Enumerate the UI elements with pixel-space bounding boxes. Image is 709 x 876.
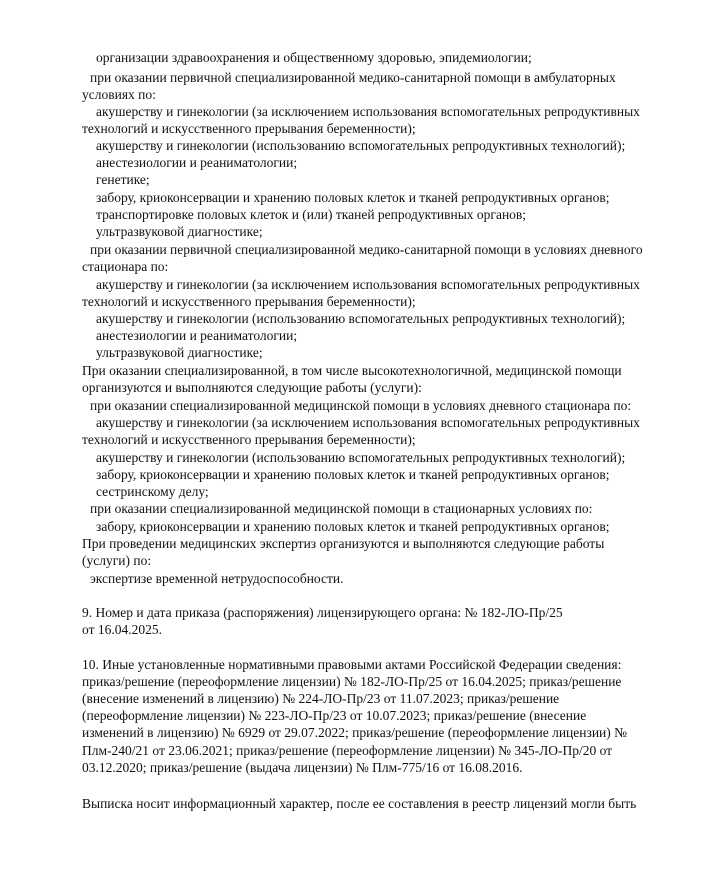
activity-line: акушерству и гинекологии (использованию вспомогательных репродуктивных технологий);: [96, 311, 626, 326]
activity-heading: при оказании первичной специализированной медико-санитарной помощи в амбулаторных: [90, 70, 616, 85]
activity-line: генетике;: [96, 172, 150, 187]
activity-heading: При оказании специализированной, в том числе высокотехнологичной, медицинской помощи: [82, 363, 622, 378]
activity-line: акушерству и гинекологии (за исключением использования вспомогательных репродуктивных: [96, 277, 640, 292]
activity-heading: при оказании специализированной медицинской помощи в условиях дневного стационара по:: [90, 398, 632, 413]
activity-heading: условиях по:: [82, 87, 156, 102]
section-9-text: 9. Номер и дата приказа (распоряжения) лицензирующего органа: № 182-ЛО-Пр/25: [82, 605, 563, 620]
section-10-text: 03.12.2020; приказ/решение (выдача лицензии) № Плм-775/16 от 16.08.2016.: [82, 760, 523, 775]
section-10-text: изменений в лицензию) № 6929 от 29.07.2022; приказ/решение (переоформление лицензии) №: [82, 725, 628, 740]
disclaimer-text: Выписка носит информационный характер, после ее составления в реестр лицензий могли быть: [82, 796, 637, 811]
activity-line: акушерству и гинекологии (использованию вспомогательных репродуктивных технологий);: [96, 450, 626, 465]
activity-heading: При проведении медицинских экспертиз организуются и выполняются следующие работы: [82, 536, 605, 551]
activity-line: организации здравоохранения и общественному здоровью, эпидемиологии;: [96, 50, 532, 65]
activity-line: анестезиологии и реаниматологии;: [96, 155, 298, 170]
section-10-text: Плм-240/21 от 23.06.2021; приказ/решение (переоформление лицензии) № 345-ЛО-Пр/20 от: [82, 743, 613, 758]
activity-line: ультразвуковой диагностике;: [96, 224, 263, 239]
section-10-text: 10. Иные установленные нормативными правовыми актами Российской Федерации сведения:: [82, 657, 622, 672]
section-10-text: приказ/решение (переоформление лицензии) № 182-ЛО-Пр/25 от 16.04.2025; приказ/решение: [82, 674, 622, 689]
activity-line: забору, криоконсервации и хранению половых клеток и тканей репродуктивных органов;: [96, 190, 610, 205]
activity-line: забору, криоконсервации и хранению половых клеток и тканей репродуктивных органов;: [96, 519, 610, 534]
section-10-text: (переоформление лицензии) № 223-ЛО-Пр/23 от 10.07.2023; приказ/решение (внесение: [82, 708, 587, 723]
activity-heading: стационара по:: [82, 259, 169, 274]
activity-line: ультразвуковой диагностике;: [96, 345, 263, 360]
section-10-text: (внесение изменений в лицензию) № 224-ЛО-Пр/23 от 11.07.2023; приказ/решение: [82, 691, 560, 706]
activity-line: технологий и искусственного прерывания беременности);: [82, 294, 416, 309]
activity-heading: при оказании специализированной медицинской помощи в стационарных условиях по:: [90, 501, 593, 516]
activity-line: технологий и искусственного прерывания беременности);: [82, 432, 416, 447]
activity-line: акушерству и гинекологии (за исключением использования вспомогательных репродуктивных: [96, 415, 640, 430]
activity-line: сестринскому делу;: [96, 484, 209, 499]
activity-heading: при оказании первичной специализированной медико-санитарной помощи в условиях дневного: [90, 242, 643, 257]
activity-heading: организуются и выполняются следующие работы (услуги):: [82, 380, 422, 395]
activity-line: экспертизе временной нетрудоспособности.: [90, 571, 344, 586]
activity-line: технологий и искусственного прерывания беременности);: [82, 121, 416, 136]
activity-line: акушерству и гинекологии (использованию вспомогательных репродуктивных технологий);: [96, 138, 626, 153]
activity-line: анестезиологии и реаниматологии;: [96, 328, 298, 343]
activity-line: забору, криоконсервации и хранению половых клеток и тканей репродуктивных органов;: [96, 467, 610, 482]
activity-line: транспортировке половых клеток и (или) тканей репродуктивных органов;: [96, 207, 527, 222]
activity-heading: (услуги) по:: [82, 553, 152, 568]
activity-line: акушерству и гинекологии (за исключением использования вспомогательных репродуктивных: [96, 104, 640, 119]
section-9-text: от 16.04.2025.: [82, 622, 162, 637]
